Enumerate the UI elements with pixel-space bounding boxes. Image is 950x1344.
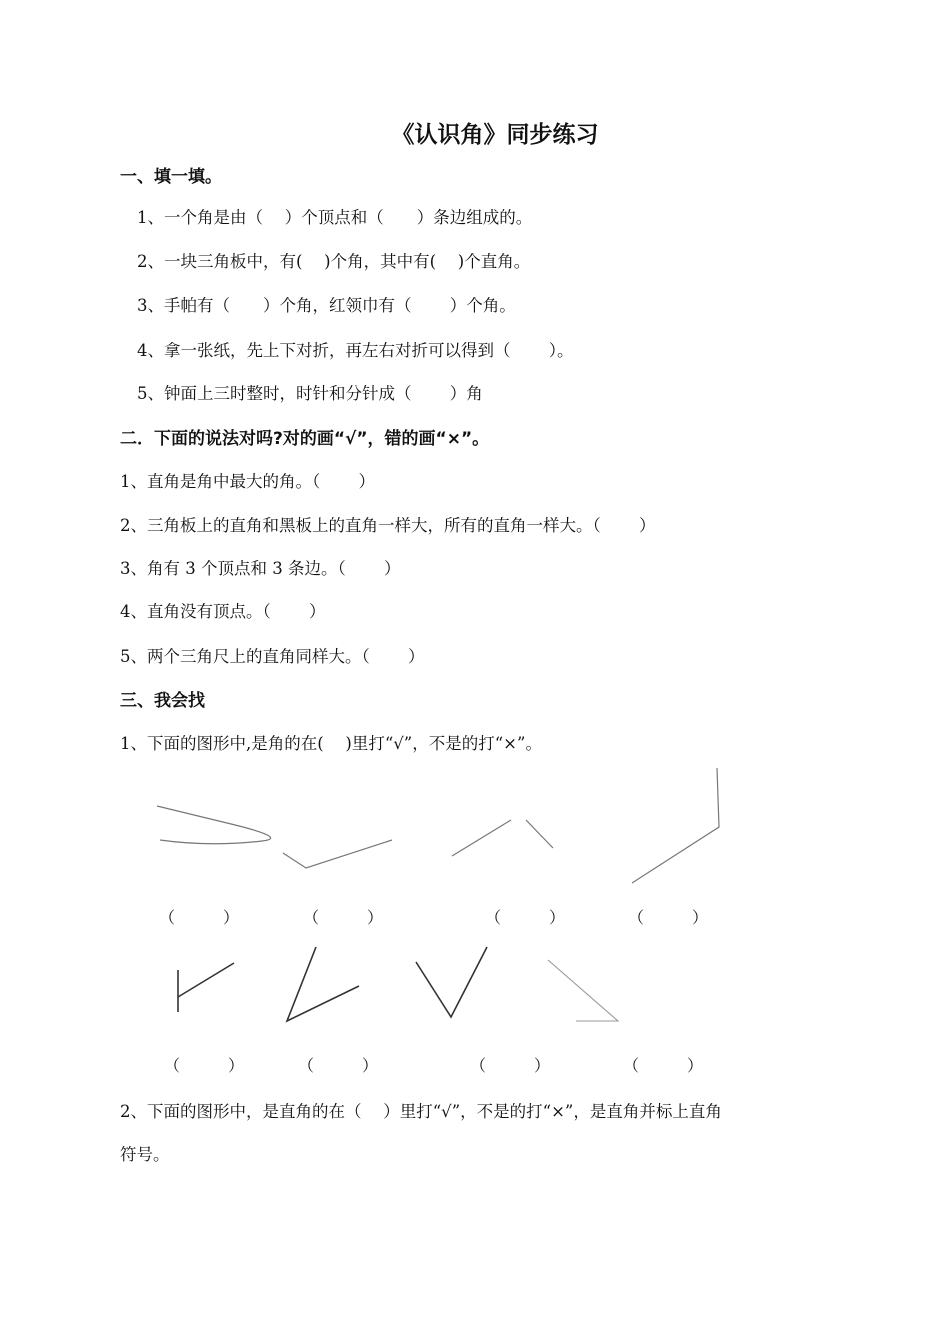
answer-paren-r2-2[interactable]: （ ）: [298, 1056, 379, 1075]
section3-question-1: 1、下面的图形中,是角的在( )里打“√”，不是的打“×”。: [120, 734, 542, 753]
figure-angle-vertex-right: [632, 768, 719, 883]
section1-item-5: 5、钟面上三时整时，时针和分针成（ ）角: [137, 384, 483, 403]
figure-angle-v-shape: [416, 947, 487, 1017]
answer-paren-r2-4[interactable]: （ ）: [623, 1056, 704, 1075]
answer-paren-r1-4[interactable]: （ ）: [628, 908, 709, 927]
section1-item-2: 2、一块三角板中，有( )个角，其中有( )个直角。: [137, 252, 531, 271]
figure-angle-arm-up: [178, 963, 234, 997]
figure-separate-lines-left: [452, 820, 511, 856]
section2-item-5: 5、两个三角尺上的直角同样大。（ ）: [120, 647, 425, 666]
answer-paren-r1-3[interactable]: （ ）: [485, 908, 566, 927]
figure-angle-acute: [287, 947, 359, 1021]
figure-broken-lines: [283, 840, 392, 868]
figure-angle-light: [548, 960, 618, 1021]
answer-paren-r1-2[interactable]: （ ）: [303, 908, 384, 927]
section1-item-3: 3、手帕有（ ）个角，红领巾有（ ）个角。: [137, 296, 516, 315]
page-title: 《认识角》同步练习: [391, 122, 599, 148]
section2-heading: 二．下面的说法对吗?对的画“√”，错的画“×”。: [120, 429, 490, 449]
answer-paren-r2-1[interactable]: （ ）: [164, 1056, 245, 1075]
section3-question-2-line1: 2、下面的图形中，是直角的在（ ）里打“√”，不是的打“×”，是直角并标上直角: [120, 1102, 722, 1121]
section2-item-4: 4、直角没有顶点。（ ）: [120, 602, 326, 621]
section1-item-4: 4、拿一张纸，先上下对折，再左右对折可以得到（ ）。: [137, 341, 574, 360]
section3-question-2-line2: 符号。: [120, 1145, 170, 1164]
answer-paren-r1-1[interactable]: （ ）: [159, 908, 240, 927]
section1-item-1: 1、一个角是由（ ）个顶点和（ ）条边组成的。: [137, 208, 533, 227]
section1-heading: 一、填一填。: [120, 167, 222, 187]
figure-separate-lines-right: [526, 820, 553, 848]
section3-heading: 三、我会找: [120, 691, 205, 711]
section2-item-1: 1、直角是角中最大的角。（ ）: [120, 472, 375, 491]
section2-item-2: 2、三角板上的直角和黑板上的直角一样大，所有的直角一样大。（ ）: [120, 516, 656, 535]
figure-curve-open: [157, 806, 271, 844]
answer-paren-r2-3[interactable]: （ ）: [470, 1056, 551, 1075]
section2-item-3: 3、角有 3 个顶点和 3 条边。（ ）: [120, 559, 401, 578]
